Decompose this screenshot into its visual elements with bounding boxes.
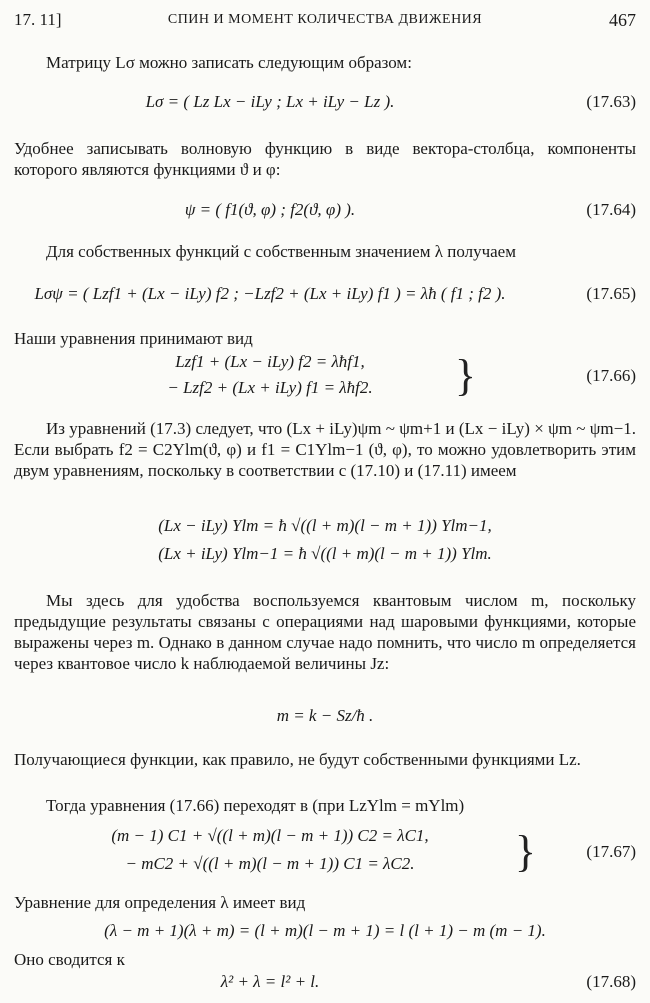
- equation-number: (17.68): [586, 972, 636, 991]
- equation-number: (17.63): [586, 92, 636, 111]
- page-number: 467: [609, 10, 636, 30]
- paragraph-3: Для собственных функций с собственным значением λ получаем: [46, 242, 516, 261]
- equation-line-2: (Lx + iLy) Ylm−1 = ħ √((l + m)(l − m + 1)) Ylm.: [158, 544, 492, 563]
- equation-17-67: [14, 826, 636, 882]
- equation-number: (17.64): [586, 200, 636, 219]
- equation-m-definition: [14, 706, 636, 736]
- equation-17-68: [14, 972, 636, 996]
- equation-line-2: − mC2 + √((l + m)(l − m + 1)) C1 = λC2.: [125, 854, 415, 873]
- paragraph-4: Наши уравнения принимают вид: [14, 329, 253, 348]
- equation-line-1: Lzf1 + (Lx − iLy) f2 = λħf1,: [175, 352, 365, 371]
- equation-lambda: [14, 921, 636, 945]
- equation-17-66: [14, 352, 636, 404]
- equation-17-64: [14, 200, 636, 224]
- equation-line-2: − Lzf2 + (Lx + iLy) f1 = λħf2.: [167, 378, 373, 397]
- equation-body: (λ − m + 1)(λ + m) = (l + m)(l − m + 1) = l (l + 1) − m (m − 1).: [104, 921, 546, 940]
- running-header: [14, 10, 636, 32]
- equation-ladder: [14, 516, 636, 572]
- section-number: 17. 11]: [14, 10, 62, 29]
- right-brace-icon: }: [514, 827, 536, 876]
- paragraph-8: Тогда уравнения (17.66) переходят в (при LzYlm = mYlm): [46, 796, 465, 815]
- paragraph-7: Получающиеся функции, как правило, не будут собственными функциями Lz.: [14, 750, 581, 769]
- equation-body: ψ = ( f1(ϑ, φ) ; f2(ϑ, φ) ).: [184, 200, 356, 219]
- running-title: СПИН И МОМЕНТ КОЛИЧЕСТВА ДВИЖЕНИЯ: [167, 12, 483, 27]
- equation-17-63: [14, 92, 636, 116]
- equation-line-1: (m − 1) C1 + √((l + m)(l − m + 1)) C2 = λC1,: [111, 826, 429, 845]
- paragraph-1: Матрицу Lσ можно записать следующим образом:: [46, 53, 412, 72]
- paragraph-6: Мы здесь для удобства воспользуемся квантовым числом m, поскольку предыдущие результаты связаны с операциями над шаровыми функциями, которые выражены через m. Однако в данном случае надо помнить, что число m определяется через квантовое число k наблюдаемой величины Jz:: [14, 591, 636, 673]
- right-brace-icon: }: [454, 351, 476, 400]
- equation-body: Lσψ = ( Lzf1 + (Lx − iLy) f2 ; −Lzf2 + (Lx + iLy) f1 ) = λħ ( f1 ; f2 ).: [34, 284, 506, 303]
- equation-number: (17.65): [586, 284, 636, 303]
- equation-body: λ² + λ = l² + l.: [220, 972, 320, 991]
- paragraph-10: Оно сводится к: [14, 950, 125, 969]
- equation-line-1: (Lx − iLy) Ylm = ħ √((l + m)(l − m + 1)) Ylm−1,: [158, 516, 492, 535]
- equation-number: (17.67): [586, 842, 636, 861]
- paragraph-2: Удобнее записывать волновую функцию в виде вектора-столбца, компоненты которого являются функциями ϑ и φ:: [14, 139, 636, 179]
- paragraph-9: Уравнение для определения λ имеет вид: [14, 893, 306, 912]
- equation-body: m = k − Sz/ħ .: [276, 706, 374, 725]
- paragraph-5: Из уравнений (17.3) следует, что (Lx + iLy)ψm ~ ψm+1 и (Lx − iLy) × ψm ~ ψm−1. Если выбрать f2 = C2Ylm(ϑ, φ) и f1 = C1Ylm−1 (ϑ, φ), то можно удовлетворить этим двум уравнениям, поскольку в соответствии с (17.10) и (17.11) имеем: [14, 419, 636, 480]
- equation-number: (17.66): [586, 366, 636, 385]
- equation-body: Lσ = ( Lz Lx − iLy ; Lx + iLy − Lz ).: [145, 92, 395, 111]
- equation-17-65: [14, 284, 636, 308]
